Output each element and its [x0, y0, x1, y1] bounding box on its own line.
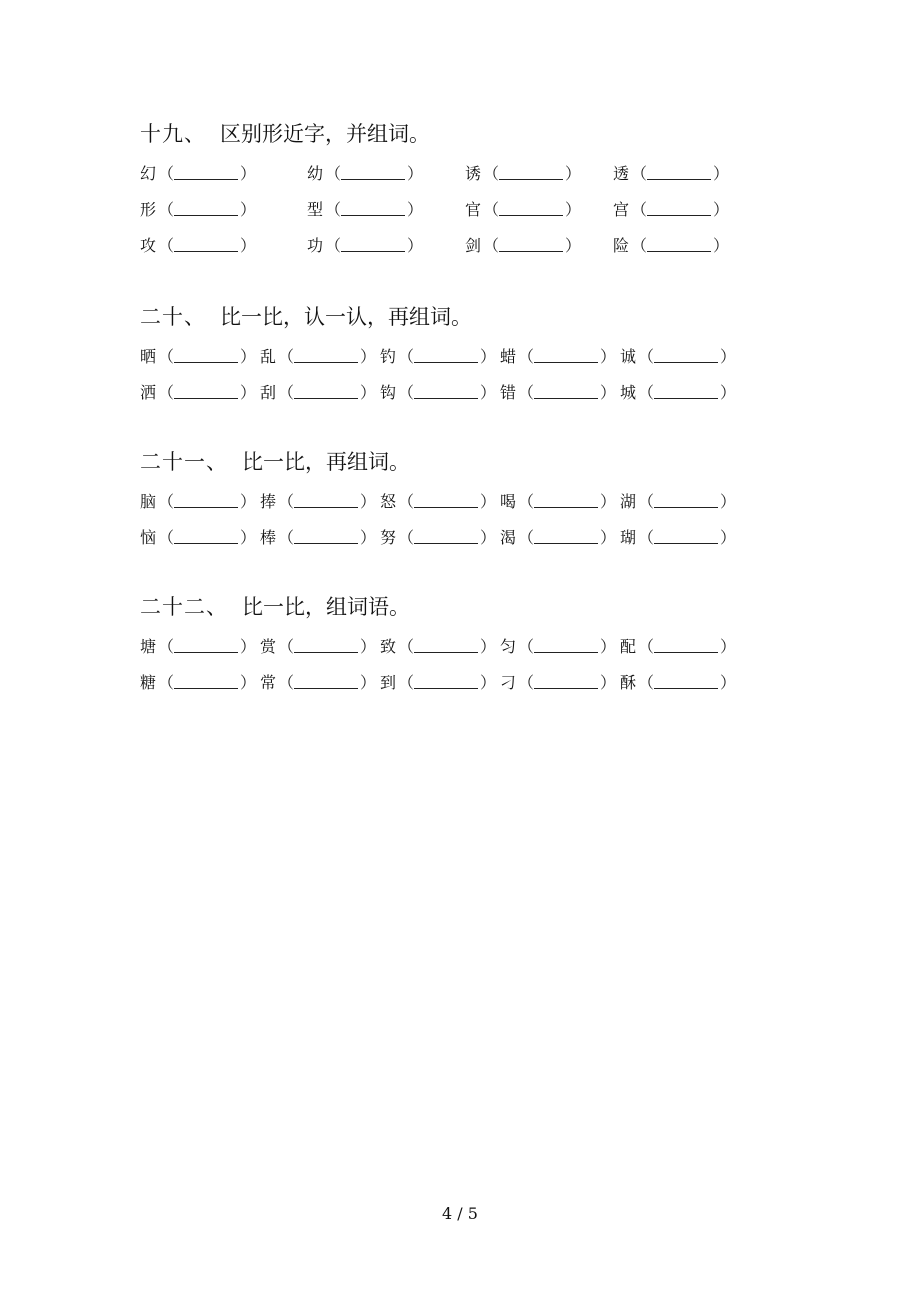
answer-blank[interactable] [534, 493, 598, 508]
paren-close: ） [360, 528, 377, 547]
target-character: 形 [140, 200, 157, 219]
answer-blank[interactable] [499, 165, 563, 180]
paren-open: （ [518, 528, 535, 547]
section-number: 二十一、 [140, 450, 228, 474]
word-row [140, 629, 800, 665]
target-character: 刮 [260, 383, 277, 402]
section-title [140, 301, 800, 333]
target-character: 致 [380, 637, 397, 656]
word-item [380, 375, 497, 411]
answer-blank[interactable] [294, 384, 358, 399]
word-item [260, 484, 377, 520]
answer-blank[interactable] [534, 638, 598, 653]
target-character: 宫 [613, 200, 630, 219]
word-item [140, 339, 257, 375]
paren-open: （ [398, 673, 415, 692]
paren-close: ） [360, 492, 377, 511]
answer-blank[interactable] [414, 638, 478, 653]
section-heading: 区别形近字，并组词。 [220, 122, 430, 146]
answer-blank[interactable] [647, 237, 711, 252]
section-number: 十九、 [140, 122, 206, 146]
target-character: 剑 [465, 236, 482, 255]
word-item [465, 192, 582, 228]
paren-open: （ [278, 347, 295, 366]
paren-open: （ [518, 673, 535, 692]
target-character: 险 [613, 236, 630, 255]
answer-blank[interactable] [294, 348, 358, 363]
word-row [140, 665, 800, 701]
page-number: 4 / 5 [442, 1204, 478, 1223]
answer-blank[interactable] [654, 638, 718, 653]
section-20 [140, 301, 800, 411]
answer-blank[interactable] [341, 201, 405, 216]
word-item [620, 375, 737, 411]
word-item [380, 629, 497, 665]
paren-close: ） [480, 673, 497, 692]
paren-open: （ [483, 236, 500, 255]
word-item [307, 192, 424, 228]
paren-close: ） [720, 383, 737, 402]
paren-open: （ [631, 164, 648, 183]
answer-blank[interactable] [174, 237, 238, 252]
word-item [613, 228, 730, 264]
paren-open: （ [638, 347, 655, 366]
word-item [380, 665, 497, 701]
word-item [140, 520, 257, 556]
answer-blank[interactable] [414, 529, 478, 544]
word-item [260, 520, 377, 556]
target-character: 棒 [260, 528, 277, 547]
answer-blank[interactable] [654, 384, 718, 399]
word-item [500, 665, 617, 701]
paren-close: ） [407, 236, 424, 255]
target-character: 脑 [140, 492, 157, 511]
answer-blank[interactable] [174, 384, 238, 399]
section-22 [140, 591, 800, 701]
paren-close: ） [600, 528, 617, 547]
target-character: 型 [307, 200, 324, 219]
answer-blank[interactable] [414, 674, 478, 689]
paren-open: （ [518, 383, 535, 402]
paren-open: （ [158, 673, 175, 692]
paren-open: （ [483, 164, 500, 183]
paren-close: ） [240, 673, 257, 692]
paren-open: （ [158, 164, 175, 183]
answer-blank[interactable] [414, 493, 478, 508]
word-item [140, 375, 257, 411]
word-row [140, 375, 800, 411]
answer-blank[interactable] [647, 201, 711, 216]
target-character: 瑚 [620, 528, 637, 547]
target-character: 钩 [380, 383, 397, 402]
answer-blank[interactable] [534, 384, 598, 399]
target-character: 努 [380, 528, 397, 547]
paren-close: ） [600, 637, 617, 656]
paren-open: （ [638, 673, 655, 692]
paren-open: （ [278, 673, 295, 692]
paren-open: （ [325, 164, 342, 183]
paren-open: （ [158, 637, 175, 656]
word-item [620, 665, 737, 701]
paren-close: ） [720, 637, 737, 656]
word-item [465, 156, 582, 192]
word-item [620, 339, 737, 375]
word-item [500, 484, 617, 520]
paren-close: ） [720, 673, 737, 692]
section-title [140, 446, 800, 478]
answer-blank[interactable] [654, 529, 718, 544]
paren-open: （ [638, 492, 655, 511]
paren-close: ） [600, 383, 617, 402]
word-item [500, 375, 617, 411]
paren-close: ） [480, 528, 497, 547]
word-item [260, 629, 377, 665]
target-character: 功 [307, 236, 324, 255]
word-item [260, 339, 377, 375]
word-row [140, 520, 800, 556]
paren-open: （ [278, 383, 295, 402]
paren-open: （ [638, 528, 655, 547]
paren-open: （ [158, 200, 175, 219]
paren-open: （ [518, 492, 535, 511]
word-item [260, 665, 377, 701]
answer-blank[interactable] [499, 201, 563, 216]
section-19 [140, 118, 800, 264]
paren-close: ） [240, 164, 257, 183]
paren-open: （ [518, 347, 535, 366]
target-character: 恼 [140, 528, 157, 547]
paren-close: ） [360, 673, 377, 692]
section-title [140, 591, 800, 623]
target-character: 塘 [140, 637, 157, 656]
paren-open: （ [638, 383, 655, 402]
answer-blank[interactable] [294, 529, 358, 544]
paren-close: ） [480, 347, 497, 366]
answer-blank[interactable] [174, 674, 238, 689]
word-item [620, 520, 737, 556]
paren-open: （ [398, 347, 415, 366]
paren-close: ） [565, 236, 582, 255]
section-number: 二十二、 [140, 595, 228, 619]
word-item [620, 629, 737, 665]
paren-open: （ [278, 637, 295, 656]
paren-open: （ [638, 637, 655, 656]
paren-open: （ [325, 200, 342, 219]
word-item [260, 375, 377, 411]
word-item [613, 156, 730, 192]
target-character: 赏 [260, 637, 277, 656]
word-item [140, 192, 257, 228]
answer-blank[interactable] [174, 529, 238, 544]
answer-blank[interactable] [654, 493, 718, 508]
target-character: 怒 [380, 492, 397, 511]
word-item [140, 156, 257, 192]
paren-close: ） [240, 236, 257, 255]
target-character: 乱 [260, 347, 277, 366]
word-row [140, 228, 800, 264]
paren-close: ） [565, 164, 582, 183]
target-character: 晒 [140, 347, 157, 366]
paren-close: ） [480, 383, 497, 402]
paren-open: （ [158, 383, 175, 402]
word-item [380, 484, 497, 520]
paren-open: （ [631, 200, 648, 219]
paren-open: （ [518, 637, 535, 656]
word-item [140, 484, 257, 520]
answer-blank[interactable] [294, 674, 358, 689]
paren-close: ） [407, 164, 424, 183]
answer-blank[interactable] [534, 529, 598, 544]
paren-close: ） [240, 347, 257, 366]
target-character: 城 [620, 383, 637, 402]
answer-blank[interactable] [414, 384, 478, 399]
target-character: 渴 [500, 528, 517, 547]
word-item [307, 156, 424, 192]
paren-close: ） [720, 347, 737, 366]
paren-open: （ [278, 528, 295, 547]
target-character: 官 [465, 200, 482, 219]
target-character: 蜡 [500, 347, 517, 366]
paren-open: （ [325, 236, 342, 255]
paren-close: ） [240, 528, 257, 547]
word-item [500, 629, 617, 665]
word-row [140, 484, 800, 520]
paren-open: （ [158, 236, 175, 255]
word-row [140, 192, 800, 228]
target-character: 幻 [140, 164, 157, 183]
paren-close: ） [480, 492, 497, 511]
answer-blank[interactable] [647, 165, 711, 180]
word-item [500, 339, 617, 375]
target-character: 湖 [620, 492, 637, 511]
target-character: 酥 [620, 673, 637, 692]
paren-close: ） [240, 492, 257, 511]
section-21 [140, 446, 800, 556]
paren-close: ） [360, 347, 377, 366]
word-item [620, 484, 737, 520]
paren-open: （ [278, 492, 295, 511]
paren-open: （ [631, 236, 648, 255]
answer-blank[interactable] [654, 348, 718, 363]
word-item [380, 339, 497, 375]
answer-blank[interactable] [534, 674, 598, 689]
target-character: 洒 [140, 383, 157, 402]
paren-close: ） [720, 528, 737, 547]
paren-close: ） [600, 673, 617, 692]
paren-close: ） [480, 637, 497, 656]
target-character: 错 [500, 383, 517, 402]
target-character: 匀 [500, 637, 517, 656]
word-item [307, 228, 424, 264]
answer-blank[interactable] [294, 493, 358, 508]
answer-blank[interactable] [534, 348, 598, 363]
section-heading: 比一比，组词语。 [242, 595, 410, 619]
section-heading: 比一比，认一认，再组词。 [220, 305, 472, 329]
paren-close: ） [600, 492, 617, 511]
paren-close: ） [240, 200, 257, 219]
section-title [140, 118, 800, 150]
paren-open: （ [398, 528, 415, 547]
answer-blank[interactable] [174, 638, 238, 653]
word-item [380, 520, 497, 556]
section-number: 二十、 [140, 305, 206, 329]
target-character: 攻 [140, 236, 157, 255]
paren-close: ） [713, 236, 730, 255]
target-character: 到 [380, 673, 397, 692]
target-character: 捧 [260, 492, 277, 511]
target-character: 诚 [620, 347, 637, 366]
answer-blank[interactable] [414, 348, 478, 363]
paren-open: （ [158, 492, 175, 511]
target-character: 钓 [380, 347, 397, 366]
target-character: 透 [613, 164, 630, 183]
paren-close: ） [600, 347, 617, 366]
target-character: 刁 [500, 673, 517, 692]
target-character: 常 [260, 673, 277, 692]
target-character: 喝 [500, 492, 517, 511]
paren-close: ） [713, 200, 730, 219]
paren-close: ） [360, 637, 377, 656]
word-item [465, 228, 582, 264]
section-heading: 比一比，再组词。 [242, 450, 410, 474]
paren-close: ） [360, 383, 377, 402]
answer-blank[interactable] [341, 165, 405, 180]
target-character: 诱 [465, 164, 482, 183]
paren-open: （ [158, 528, 175, 547]
paren-open: （ [158, 347, 175, 366]
answer-blank[interactable] [341, 237, 405, 252]
word-item [500, 520, 617, 556]
answer-blank[interactable] [174, 165, 238, 180]
word-item [140, 665, 257, 701]
answer-blank[interactable] [174, 201, 238, 216]
paren-open: （ [483, 200, 500, 219]
paren-close: ） [407, 200, 424, 219]
word-row [140, 156, 800, 192]
paren-open: （ [398, 383, 415, 402]
answer-blank[interactable] [654, 674, 718, 689]
paren-close: ） [720, 492, 737, 511]
target-character: 配 [620, 637, 637, 656]
paren-close: ） [240, 383, 257, 402]
target-character: 糖 [140, 673, 157, 692]
word-item [140, 629, 257, 665]
word-item [140, 228, 257, 264]
paren-close: ） [713, 164, 730, 183]
word-row [140, 339, 800, 375]
target-character: 幼 [307, 164, 324, 183]
answer-blank[interactable] [174, 348, 238, 363]
paren-close: ） [565, 200, 582, 219]
paren-close: ） [240, 637, 257, 656]
paren-open: （ [398, 492, 415, 511]
paren-open: （ [398, 637, 415, 656]
answer-blank[interactable] [499, 237, 563, 252]
answer-blank[interactable] [174, 493, 238, 508]
word-item [613, 192, 730, 228]
answer-blank[interactable] [294, 638, 358, 653]
